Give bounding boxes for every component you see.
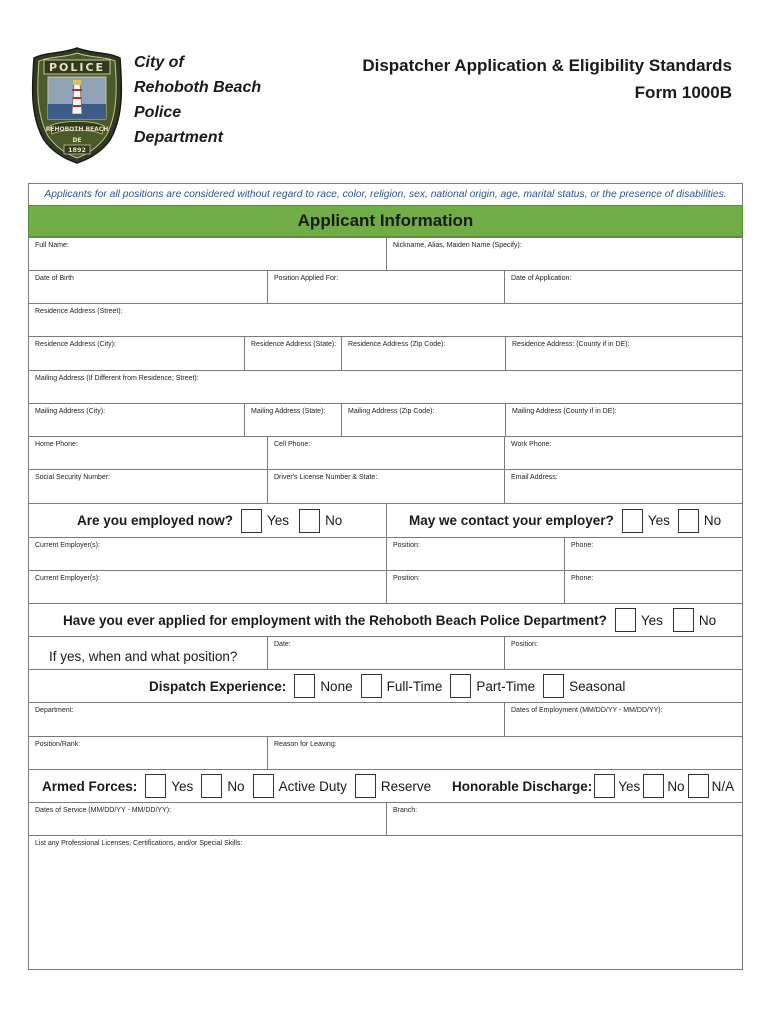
current-employer-field[interactable]: Current Employer(s): [35, 542, 100, 549]
form-row [29, 571, 742, 604]
form-row [29, 237, 742, 271]
form-row [29, 304, 742, 337]
section-title: Applicant Information [28, 205, 743, 237]
application-form [28, 237, 743, 970]
badge-state-text: DE [72, 137, 82, 144]
dispatch-seasonal-checkbox[interactable] [543, 674, 564, 698]
option-label: No [325, 513, 343, 528]
honorable-discharge-label: Honorable Discharge: [452, 778, 593, 794]
date-of-application-field[interactable]: Date of Application: [504, 271, 742, 303]
nickname-field[interactable]: Nickname, Alias, Maiden Name (Specify): [386, 238, 742, 270]
applied-before-label: Have you ever applied for employment with the Rehoboth Beach Police Department? [63, 612, 607, 628]
option-label: Active Duty [278, 778, 347, 794]
branch-field[interactable]: Branch: [386, 803, 742, 835]
department-field[interactable]: Department: [35, 707, 74, 714]
mailing-street-field[interactable]: Mailing Address (If Different from Residence; Street): [35, 375, 199, 382]
option-label: No [703, 513, 722, 528]
dispatch-fulltime-checkbox[interactable] [361, 674, 382, 698]
option-label: No [667, 778, 685, 794]
mailing-state-field[interactable]: Mailing Address (State): [244, 404, 341, 436]
form-row [29, 271, 742, 304]
home-phone-field[interactable]: Home Phone: [35, 441, 78, 448]
option-label: Reserve [380, 778, 432, 794]
form-title-line: Dispatcher Application & Eligibility Standards [362, 56, 732, 75]
armed-active-duty-checkbox[interactable] [253, 774, 274, 798]
dispatch-experience-question [149, 670, 625, 702]
contact-employer-label: May we contact your employer? [409, 513, 614, 528]
form-row [29, 770, 742, 803]
email-field[interactable]: Email Address: [504, 470, 742, 503]
option-label: Yes [618, 778, 641, 794]
form-row [29, 337, 742, 371]
employed-now-question [77, 504, 342, 537]
armed-yes-checkbox[interactable] [145, 774, 166, 798]
reason-leaving-field[interactable]: Reason for Leaving: [267, 737, 742, 769]
employer-position-field[interactable]: Position: [386, 538, 564, 570]
armed-no-checkbox[interactable] [201, 774, 222, 798]
applied-date-field[interactable]: Date: [267, 637, 504, 669]
dispatch-parttime-checkbox[interactable] [450, 674, 471, 698]
contact-employer-question [409, 504, 721, 537]
form-row [29, 737, 742, 770]
option-label: Yes [171, 778, 194, 794]
applied-before-question [63, 604, 716, 636]
armed-reserve-checkbox[interactable] [355, 774, 376, 798]
residence-street-field[interactable]: Residence Address (Street): [35, 308, 123, 315]
option-label: Full-Time [386, 678, 443, 694]
form-row [29, 404, 742, 437]
applied-position-field[interactable]: Position: [504, 637, 742, 669]
city-line: Police [134, 104, 182, 121]
form-row [29, 670, 742, 703]
form-row [29, 538, 742, 571]
armed-forces-label: Armed Forces: [42, 778, 138, 794]
employed-yes-checkbox[interactable] [241, 509, 262, 533]
badge-bottom-text: REHOBOTH BEACH [45, 126, 109, 133]
ssn-field[interactable]: Social Security Number: [35, 474, 111, 481]
dob-field[interactable]: Date of Birth [35, 275, 74, 282]
discharge-no-checkbox[interactable] [643, 774, 664, 798]
dates-employment-field[interactable]: Dates of Employment (MM/DD/YY - MM/DD/YY): [504, 703, 742, 736]
mailing-city-field[interactable]: Mailing Address (City): [35, 408, 106, 415]
nondiscrimination-notice: Applicants for all positions are considered without regard to race, color, religion, sex, national origin, age, marital status, or the presence of disabilities. [28, 183, 743, 205]
form-row [29, 703, 742, 737]
armed-forces-question [42, 770, 431, 802]
form-title [312, 52, 732, 106]
dates-service-field[interactable]: Dates of Service (MM/DD/YY - MM/DD/YY): [35, 807, 172, 814]
position-applied-field[interactable]: Position Applied For: [267, 271, 504, 303]
badge-year-text: 1892 [67, 146, 87, 154]
residence-state-field[interactable]: Residence Address (State): [244, 337, 341, 370]
residence-zip-field[interactable]: Residence Address (Zip Code): [341, 337, 505, 370]
city-line: Rehoboth Beach [134, 79, 262, 96]
option-label: Seasonal [569, 678, 626, 694]
city-line: Department [134, 129, 223, 146]
form-number: Form 1000B [634, 83, 732, 102]
licenses-skills-field[interactable]: List any Professional Licenses, Certifications, and/or Special Skills: [35, 840, 243, 847]
employer-phone-field-2[interactable]: Phone: [564, 571, 742, 603]
option-label: Part-Time [476, 678, 536, 694]
discharge-yes-checkbox[interactable] [594, 774, 615, 798]
employer-position-field-2[interactable]: Position: [386, 571, 564, 603]
honorable-discharge-question [452, 770, 734, 802]
form-row [29, 637, 742, 670]
option-label: No [698, 612, 717, 628]
dispatch-none-checkbox[interactable] [294, 674, 315, 698]
form-row [29, 371, 742, 404]
applied-yes-checkbox[interactable] [615, 608, 636, 632]
position-rank-field[interactable]: Position/Rank: [35, 741, 81, 748]
department-name [134, 50, 284, 150]
city-line: City of [134, 54, 184, 71]
employer-phone-field[interactable]: Phone: [564, 538, 742, 570]
if-yes-question [49, 637, 237, 669]
option-label: N/A [711, 778, 735, 794]
contact-no-checkbox[interactable] [678, 509, 699, 533]
option-label: Yes [267, 513, 290, 528]
form-row [29, 836, 742, 970]
form-row [29, 803, 742, 836]
residence-city-field[interactable]: Residence Address (City): [35, 341, 116, 348]
form-row [29, 470, 742, 504]
mailing-county-field[interactable]: Mailing Address (County if in DE): [505, 404, 742, 436]
option-label: None [320, 678, 353, 694]
employed-now-label: Are you employed now? [77, 513, 234, 528]
discharge-na-checkbox[interactable] [688, 774, 709, 798]
full-name-field[interactable]: Full Name: [35, 242, 69, 249]
residence-county-field[interactable]: Residence Address: (County if in DE): [505, 337, 742, 370]
option-label: Yes [640, 612, 663, 628]
employed-no-checkbox[interactable] [299, 509, 320, 533]
work-phone-field[interactable]: Work Phone: [504, 437, 742, 469]
if-yes-label: If yes, when and what position? [49, 648, 238, 664]
drivers-license-field[interactable]: Driver's License Number & State: [267, 470, 504, 503]
form-row [29, 437, 742, 470]
option-label: No [227, 778, 245, 794]
cell-phone-field[interactable]: Cell Phone: [267, 437, 504, 469]
badge-top-text: POLICE [48, 61, 106, 74]
current-employer-field-2[interactable]: Current Employer(s): [35, 575, 100, 582]
contact-yes-checkbox[interactable] [622, 509, 643, 533]
dispatch-experience-label: Dispatch Experience: [149, 678, 287, 694]
police-badge-logo [30, 46, 124, 164]
mailing-zip-field[interactable]: Mailing Address (Zip Code): [341, 404, 505, 436]
form-row [29, 504, 742, 538]
applied-no-checkbox[interactable] [673, 608, 694, 632]
form-row [29, 604, 742, 637]
option-label: Yes [647, 513, 670, 528]
